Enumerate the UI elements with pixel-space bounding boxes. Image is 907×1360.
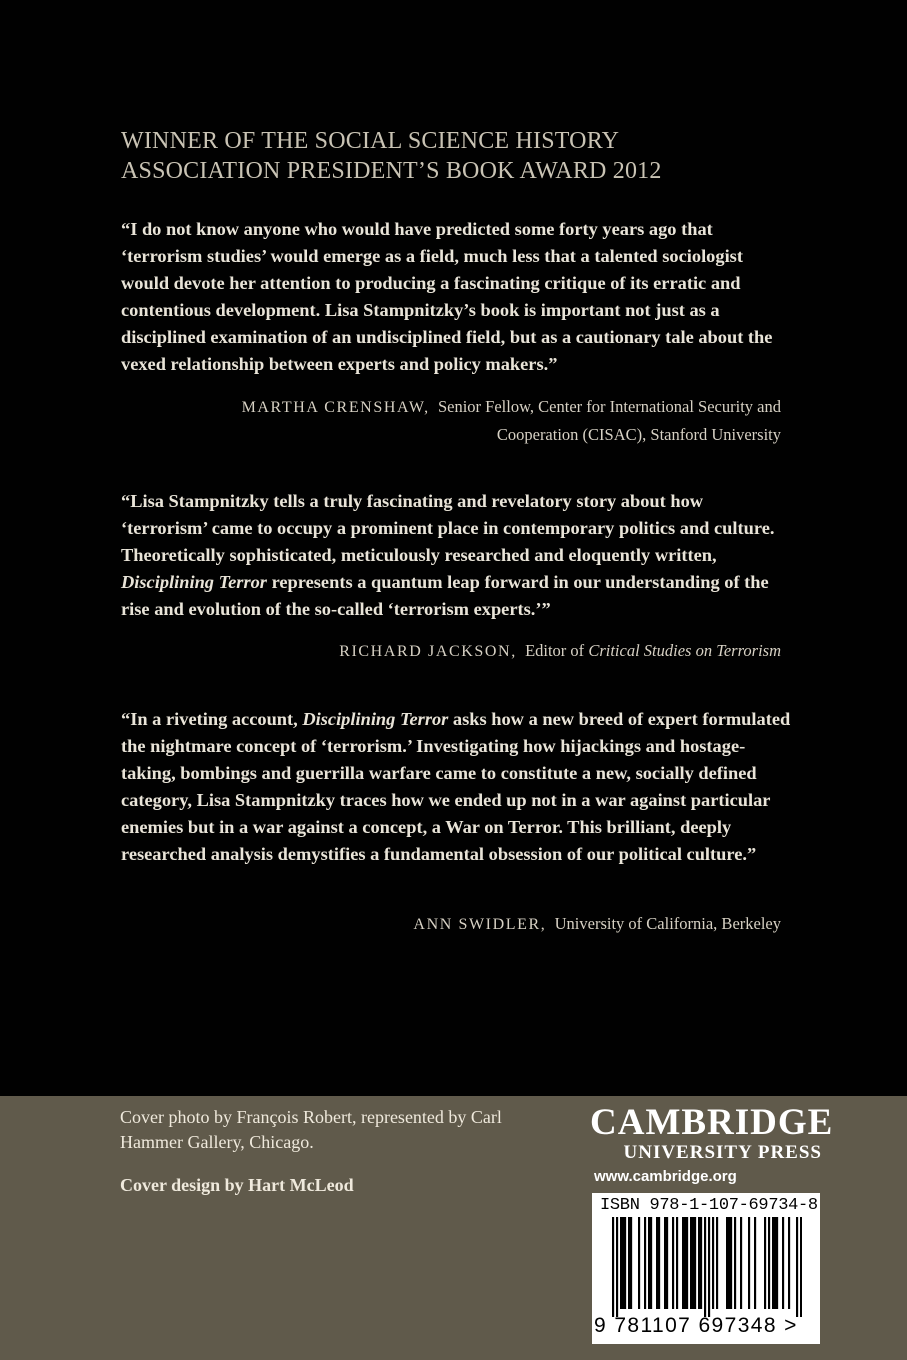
barcode-bar bbox=[726, 1217, 728, 1309]
barcode-bar bbox=[656, 1217, 658, 1309]
barcode-bar bbox=[638, 1217, 640, 1309]
blurb-2-book-title: Disciplining Terror bbox=[121, 572, 267, 592]
barcode-bar bbox=[650, 1217, 652, 1309]
blurb-1-affiliation-2: Cooperation (CISAC), Stanford University bbox=[496, 425, 781, 444]
barcode-bar bbox=[666, 1217, 668, 1309]
barcode-bar bbox=[728, 1217, 730, 1309]
blurb-1-name: MARTHA CRENSHAW, bbox=[241, 399, 430, 416]
blurb-3-text-a: “In a riveting account, bbox=[121, 709, 303, 729]
blurb-1-attribution bbox=[121, 393, 781, 448]
barcode-bar bbox=[682, 1217, 684, 1309]
barcode-bar bbox=[624, 1217, 626, 1309]
barcode-bar bbox=[800, 1217, 802, 1317]
barcode-bar bbox=[620, 1217, 622, 1309]
barcode-bar bbox=[754, 1217, 756, 1309]
ean-digits: 9 781107 697348 > bbox=[594, 1314, 798, 1337]
isbn-barcode bbox=[592, 1193, 820, 1344]
barcode-bar bbox=[628, 1217, 630, 1309]
barcode-bar bbox=[676, 1217, 678, 1309]
barcode-bar bbox=[616, 1217, 618, 1317]
award-heading bbox=[121, 126, 801, 186]
blurb-3-text bbox=[121, 706, 791, 868]
barcode-bar bbox=[730, 1217, 732, 1309]
barcode-bars bbox=[612, 1217, 802, 1317]
barcode-bar bbox=[788, 1217, 790, 1309]
publisher-logo-name: CAMBRIDGE bbox=[590, 1102, 834, 1143]
barcode-bar bbox=[630, 1217, 632, 1309]
blurb-3-text-b: asks how a new breed of expert formulated the nightmare concept of ‘terrorism.’ Investigating how hijackings and hostage-taking, bombings and guerrilla warfare came to constitute a new, socially defined category, Lisa Stampnitzky traces how we ended up not in a war against particular enemies but in a war against a concept, a War on Terror. This brilliant, deeply researched analysis demystifies a fundamental obsession of our political culture.” bbox=[121, 709, 791, 864]
blurb-3-affiliation: University of California, Berkeley bbox=[554, 914, 781, 933]
blurb-2-affiliation-prefix: Editor of bbox=[525, 641, 589, 660]
blurb-3-name: ANN SWIDLER, bbox=[413, 916, 547, 933]
barcode-bar bbox=[648, 1217, 650, 1309]
barcode-bar bbox=[698, 1217, 700, 1309]
barcode-bar bbox=[774, 1217, 776, 1309]
barcode-bar bbox=[734, 1217, 736, 1309]
barcode-bar bbox=[690, 1217, 692, 1309]
barcode-bar bbox=[686, 1217, 688, 1309]
publisher-logo-press: UNIVERSITY PRESS bbox=[623, 1142, 822, 1163]
blurb-2-attribution bbox=[121, 637, 781, 665]
barcode-bar bbox=[694, 1217, 696, 1309]
blurb-2-journal-title: Critical Studies on Terrorism bbox=[588, 641, 781, 660]
barcode-bar bbox=[622, 1217, 624, 1309]
barcode-bar bbox=[664, 1217, 666, 1309]
cover-photo-credit: Cover photo by François Robert, represented by Carl Hammer Gallery, Chicago. bbox=[120, 1107, 502, 1152]
barcode-bar bbox=[692, 1217, 694, 1309]
barcode-bar bbox=[748, 1217, 750, 1309]
blurb-1-text: “I do not know anyone who would have predicted some forty years ago that ‘terrorism studies’ would emerge as a field, much less that a talented sociologist would devote her attention to producing a fascinating critique of its erratic and contentious development. Lisa Stampnitzky’s book is important not just as a disciplined examination of an undisciplined field, but as a cautionary tale about the vexed relationship between experts and policy makers.” bbox=[121, 219, 773, 374]
barcode-bar bbox=[658, 1217, 660, 1309]
isbn-label: ISBN 978-1-107-69734-8 bbox=[600, 1196, 818, 1215]
barcode-bar bbox=[708, 1217, 710, 1317]
award-line-1: WINNER OF THE SOCIAL SCIENCE HISTORY bbox=[121, 128, 620, 154]
barcode-bar bbox=[704, 1217, 706, 1317]
barcode-bar bbox=[782, 1217, 784, 1309]
barcode-bar bbox=[700, 1217, 702, 1309]
barcode-bar bbox=[796, 1217, 798, 1317]
barcode-bar bbox=[712, 1217, 714, 1309]
barcode-bar bbox=[768, 1217, 770, 1309]
barcode-bar bbox=[684, 1217, 686, 1309]
barcode-bar bbox=[772, 1217, 774, 1309]
barcode-bar bbox=[740, 1217, 742, 1309]
barcode-bar bbox=[764, 1217, 766, 1309]
blurb-2-name: RICHARD JACKSON, bbox=[339, 643, 517, 660]
cover-design-credit: Cover design by Hart McLeod bbox=[120, 1175, 354, 1195]
blurb-1-affiliation-1: Senior Fellow, Center for International Security and bbox=[437, 397, 781, 416]
barcode-bar bbox=[672, 1217, 674, 1309]
barcode-bar bbox=[644, 1217, 646, 1309]
blurb-3-book-title: Disciplining Terror bbox=[302, 709, 449, 729]
publisher-url: www.cambridge.org bbox=[594, 1168, 737, 1185]
blurb-2-text-b: represents a quantum leap forward in our understanding of the rise and evolution of the so-called ‘terrorism experts.’” bbox=[121, 572, 769, 619]
award-line-2: ASSOCIATION PRESIDENT’S BOOK AWARD 2012 bbox=[121, 158, 662, 184]
barcode-bar bbox=[612, 1217, 614, 1317]
blurb-2-text bbox=[121, 488, 791, 623]
blurb-2-text-a: “Lisa Stampnitzky tells a truly fascinating and revelatory story about how ‘terrorism’ came to occupy a prominent place in contemporary politics and culture. Theoretically sophisticated, meticulously researched and eloquently written, bbox=[121, 491, 775, 565]
barcode-bar bbox=[716, 1217, 718, 1309]
barcode-bar bbox=[776, 1217, 778, 1309]
blurb-3-attribution bbox=[121, 910, 781, 938]
